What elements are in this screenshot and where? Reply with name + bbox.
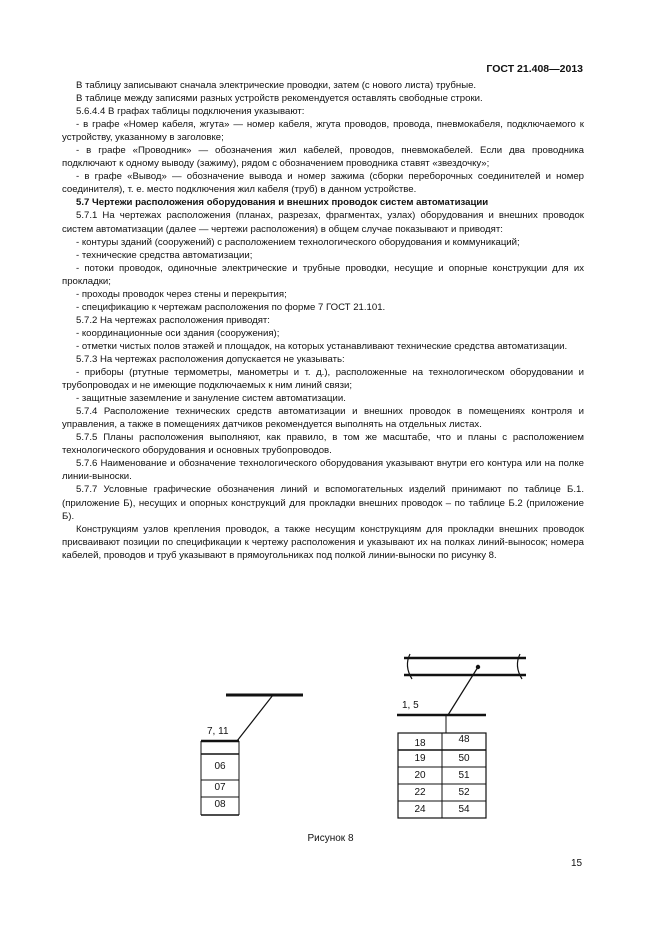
paragraph: - в графе «Проводник» — обозначения жил кабелей, проводов, пневмокабелей. Если два проводника подключают к одному выводу (зажиму), рядом с обозначением проводника ставят «звездочку»; (62, 145, 584, 170)
paragraph: - потоки проводок, одиночные электрические и трубные проводки, несущие и опорные конструкции для их прокладки; (62, 262, 584, 287)
right-cell: 48 (458, 734, 470, 745)
paragraph: 5.7.2 На чертежах расположения приводят: (76, 314, 270, 326)
right-cell: 50 (458, 753, 470, 764)
paragraph: 5.7 Чертежи расположения оборудования и внешних проводок систем автоматизации (76, 197, 489, 209)
left-cell: 06 (214, 761, 226, 772)
left-leader-line (237, 695, 273, 741)
paragraph: - в графе «Вывод» — обозначение вывода и номер зажима (сборки переборочных соединителей и номер соединителя), т. е. место подключения жил кабеля (труб) в данном устройстве. (62, 171, 584, 196)
right-cell: 19 (414, 753, 426, 764)
paragraph: 5.6.4.4 В графах таблицы подключения указывают: (76, 106, 305, 118)
left-cell: 08 (214, 799, 226, 810)
right-cell: 20 (414, 770, 426, 781)
left-cell: 07 (214, 782, 226, 793)
paragraph: 5.7.4 Расположение технических средств автоматизации и внешних проводок в помещениях контроля и управления, а также в помещениях датчиков рекомендуется выполнять на отдельных листах. (62, 406, 584, 431)
paragraph: - в графе «Номер кабеля, жгута» — номер кабеля, жгута проводов, провода, пневмокабеля, подключаемого к устройству, указанному в заголовке; (62, 119, 584, 144)
paragraph: 5.7.3 На чертежах расположения допускается не указывать: (76, 353, 345, 365)
paragraph: - спецификацию к чертежам расположения по форме 7 ГОСТ 21.101. (76, 301, 386, 313)
figure-lines (0, 640, 661, 840)
document-header: ГОСТ 21.408—2013 (486, 63, 583, 75)
paragraph: - отметки чистых полов этажей и площадок, на которых устанавливают технические средства автоматизации. (76, 340, 568, 352)
paragraph: 5.7.5 Планы расположения выполняют, как правило, в том же масштабе, что и планы с расположением технологического оборудования и основных трубопроводов. (62, 432, 584, 457)
left-callout-label: 7, 11 (207, 726, 229, 737)
paragraph: - приборы (ртутные термометры, манометры и т. д.), расположенные на технологическом оборудовании и трубопроводах и не имеющие подключаемых к ним линий связи; (62, 367, 584, 392)
right-cell: 22 (414, 787, 426, 798)
paragraph: 5.7.1 На чертежах расположения (планах, разрезах, фрагментах, узлах) оборудования и внешних проводок систем автоматизации (далее — чертежи расположения) в общем случае показывают и приводят: (62, 210, 584, 235)
right-cell: 51 (458, 770, 470, 781)
paragraph: Конструкциям узлов крепления проводок, а также несущим конструкциям для прокладки внешних проводок присваивают позиции по спецификации к чертежу расположения и указывают их на полках линий-выносок; номера кабелей, проводов и труб указывают в прямоугольниках под полкой линии-выноски по рисунку 8. (62, 523, 584, 561)
paragraph: - проходы проводок через стены и перекрытия; (76, 288, 287, 300)
body-text (62, 79, 584, 562)
right-cell: 52 (458, 787, 470, 798)
paragraph: - координационные оси здания (сооружения); (76, 327, 280, 339)
paragraph: В таблице между записями разных устройств рекомендуется оставлять свободные строки. (76, 93, 483, 105)
paragraph: В таблицу записывают сначала электрические проводки, затем (с нового листа) трубные. (76, 80, 477, 91)
right-cell: 18 (414, 738, 426, 749)
paragraph: - технические средства автоматизации; (76, 249, 253, 261)
paragraph: 5.7.7 Условные графические обозначения линий и вспомогательных изделий принимают по таблице Б.1.(приложение Б), несущих и опорных конструкций для прокладки внешних проводок – по таблице Б.2 (приложение Б). (62, 484, 584, 522)
right-cell: 24 (414, 804, 426, 815)
page-number: 15 (571, 858, 583, 869)
right-callout-label: 1, 5 (402, 700, 419, 711)
figure-8 (0, 640, 661, 840)
paragraph: 5.7.6 Наименование и обозначение технологического оборудования указывают внутри его контура или на полке линии-выноски. (62, 458, 584, 483)
paragraph: - защитные заземление и зануление систем автоматизации. (76, 393, 346, 405)
paragraph: - контуры зданий (сооружений) с расположением технологического оборудования и коммуникаций; (76, 236, 520, 248)
figure-caption: Рисунок 8 (307, 833, 354, 844)
right-cell: 54 (458, 804, 470, 815)
